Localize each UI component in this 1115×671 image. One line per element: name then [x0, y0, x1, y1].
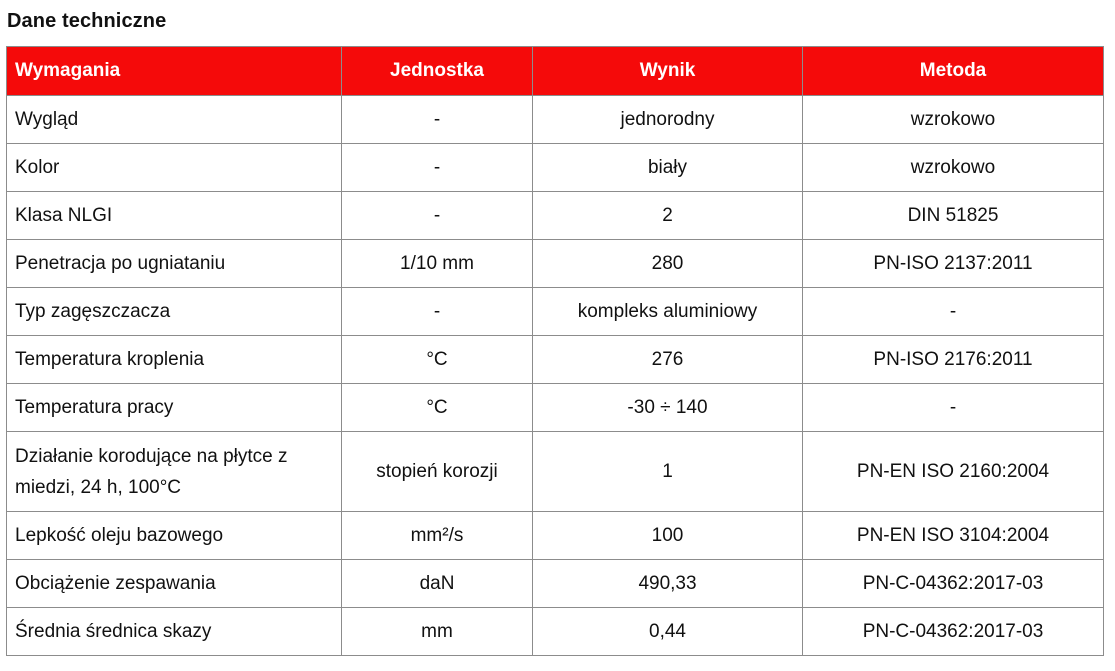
cell-result: 100 — [533, 512, 803, 560]
cell-method: wzrokowo — [803, 144, 1104, 192]
cell-result: 1 — [533, 432, 803, 512]
header-requirements: Wymagania — [7, 47, 342, 96]
cell-requirement: Temperatura pracy — [7, 384, 342, 432]
cell-unit: °C — [342, 336, 533, 384]
header-method: Metoda — [803, 47, 1104, 96]
cell-method: PN-ISO 2176:2011 — [803, 336, 1104, 384]
cell-method: - — [803, 384, 1104, 432]
cell-method: PN-C-04362:2017-03 — [803, 560, 1104, 608]
cell-unit: °C — [342, 384, 533, 432]
cell-unit: mm²/s — [342, 512, 533, 560]
cell-result: 280 — [533, 240, 803, 288]
table-row — [7, 288, 1104, 336]
cell-unit: - — [342, 192, 533, 240]
page-title: Dane techniczne — [7, 10, 167, 32]
cell-unit: - — [342, 96, 533, 144]
cell-result: jednorodny — [533, 96, 803, 144]
cell-method: wzrokowo — [803, 96, 1104, 144]
table-row — [7, 512, 1104, 560]
table-row — [7, 144, 1104, 192]
table-row — [7, 608, 1104, 656]
cell-unit: daN — [342, 560, 533, 608]
table-row — [7, 192, 1104, 240]
cell-method: PN-ISO 2137:2011 — [803, 240, 1104, 288]
cell-method: - — [803, 288, 1104, 336]
table-row — [7, 384, 1104, 432]
cell-unit: mm — [342, 608, 533, 656]
cell-requirement: Penetracja po ugniataniu — [7, 240, 342, 288]
cell-method: DIN 51825 — [803, 192, 1104, 240]
table-header-row — [7, 47, 1104, 96]
table-row — [7, 560, 1104, 608]
cell-unit: - — [342, 288, 533, 336]
table-row — [7, 432, 1104, 512]
header-unit: Jednostka — [342, 47, 533, 96]
cell-method: PN-EN ISO 3104:2004 — [803, 512, 1104, 560]
cell-result: 490,33 — [533, 560, 803, 608]
cell-result: kompleks aluminiowy — [533, 288, 803, 336]
cell-requirement: Obciążenie zespawania — [7, 560, 342, 608]
cell-requirement: Typ zagęszczacza — [7, 288, 342, 336]
cell-result: 276 — [533, 336, 803, 384]
table-row — [7, 240, 1104, 288]
header-result: Wynik — [533, 47, 803, 96]
cell-requirement: Wygląd — [7, 96, 342, 144]
cell-requirement: Średnia średnica skazy — [7, 608, 342, 656]
cell-unit: - — [342, 144, 533, 192]
cell-result: -30 ÷ 140 — [533, 384, 803, 432]
cell-unit: stopień korozji — [342, 432, 533, 512]
cell-requirement: Temperatura kroplenia — [7, 336, 342, 384]
cell-result: 0,44 — [533, 608, 803, 656]
technical-data-table — [6, 46, 1104, 656]
cell-method: PN-C-04362:2017-03 — [803, 608, 1104, 656]
cell-unit: 1/10 mm — [342, 240, 533, 288]
cell-requirement: Klasa NLGI — [7, 192, 342, 240]
cell-requirement: Lepkość oleju bazowego — [7, 512, 342, 560]
cell-result: 2 — [533, 192, 803, 240]
table-row — [7, 96, 1104, 144]
cell-method: PN-EN ISO 2160:2004 — [803, 432, 1104, 512]
cell-result: biały — [533, 144, 803, 192]
cell-requirement: Kolor — [7, 144, 342, 192]
table-row — [7, 336, 1104, 384]
cell-requirement: Działanie korodujące na płytce z miedzi, 24 h, 100°C — [7, 432, 342, 512]
